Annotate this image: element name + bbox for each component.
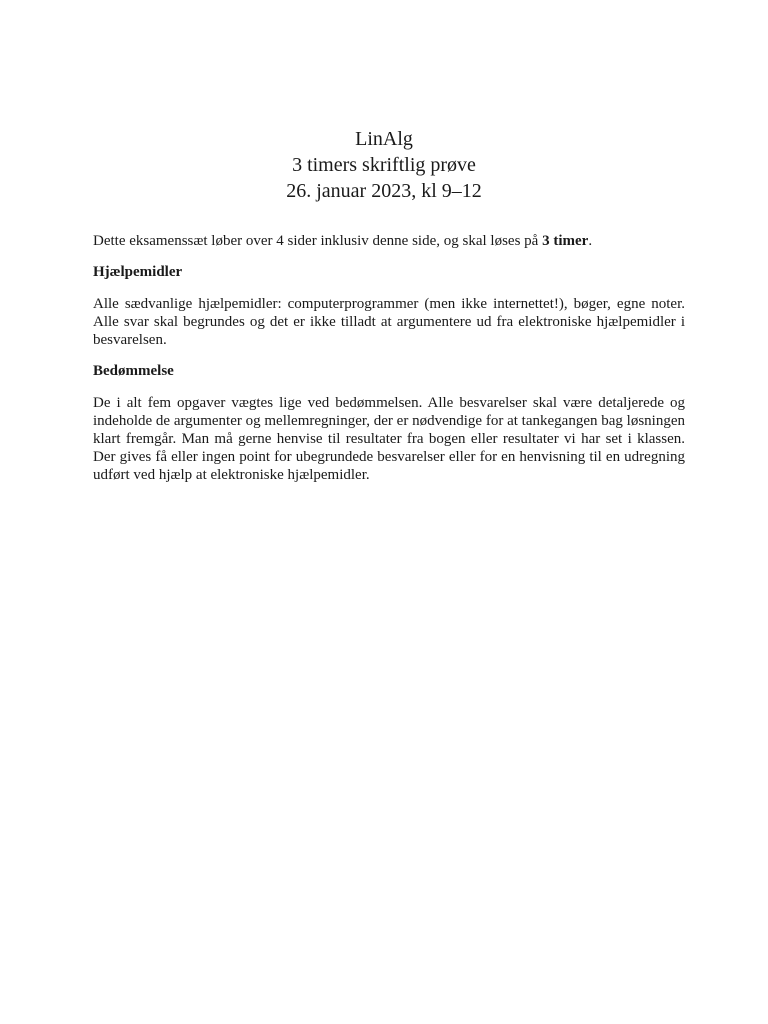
section-body-aids: Alle sædvanlige hjælpemidler: computerprogrammer (men ikke internettet!), bøger, egne noter. Alle svar skal begrundes og det er ikke tilladt at argumentere ud fra elektroniske hjælpemidler i besvarelsen. [93,296,685,348]
section-heading-grading: Bedømmelse [93,363,174,379]
section-heading-aids: Hjælpemidler [93,264,183,280]
intro-duration: 3 timer [542,233,589,249]
course-title: LinAlg [355,128,413,150]
exam-content [93,232,685,484]
intro-paragraph [93,232,685,250]
exam-date: 26. januar 2023, kl 9–12 [286,180,482,202]
intro-end: . [588,233,593,249]
intro-text: Dette eksamenssæt løber over 4 sider inklusiv denne side, og skal løses på [93,233,543,249]
exam-title-block [0,126,768,204]
exam-type: 3 timers skriftlig prøve [292,154,476,176]
section-body-grading: De i alt fem opgaver vægtes lige ved bedømmelsen. Alle besvarelser skal være detaljerede og indeholde de argumenter og mellemregninger, der er nødvendige for at tankegangen bag løsningen klart fremgår. Man må gerne henvise til resultater fra bogen eller resultater vi har set i klassen. Der gives få eller ingen point for ubegrundede besvarelser eller for en henvisning til en udregning udført ved hjælp at elektroniske hjælpemidler. [93,395,685,483]
